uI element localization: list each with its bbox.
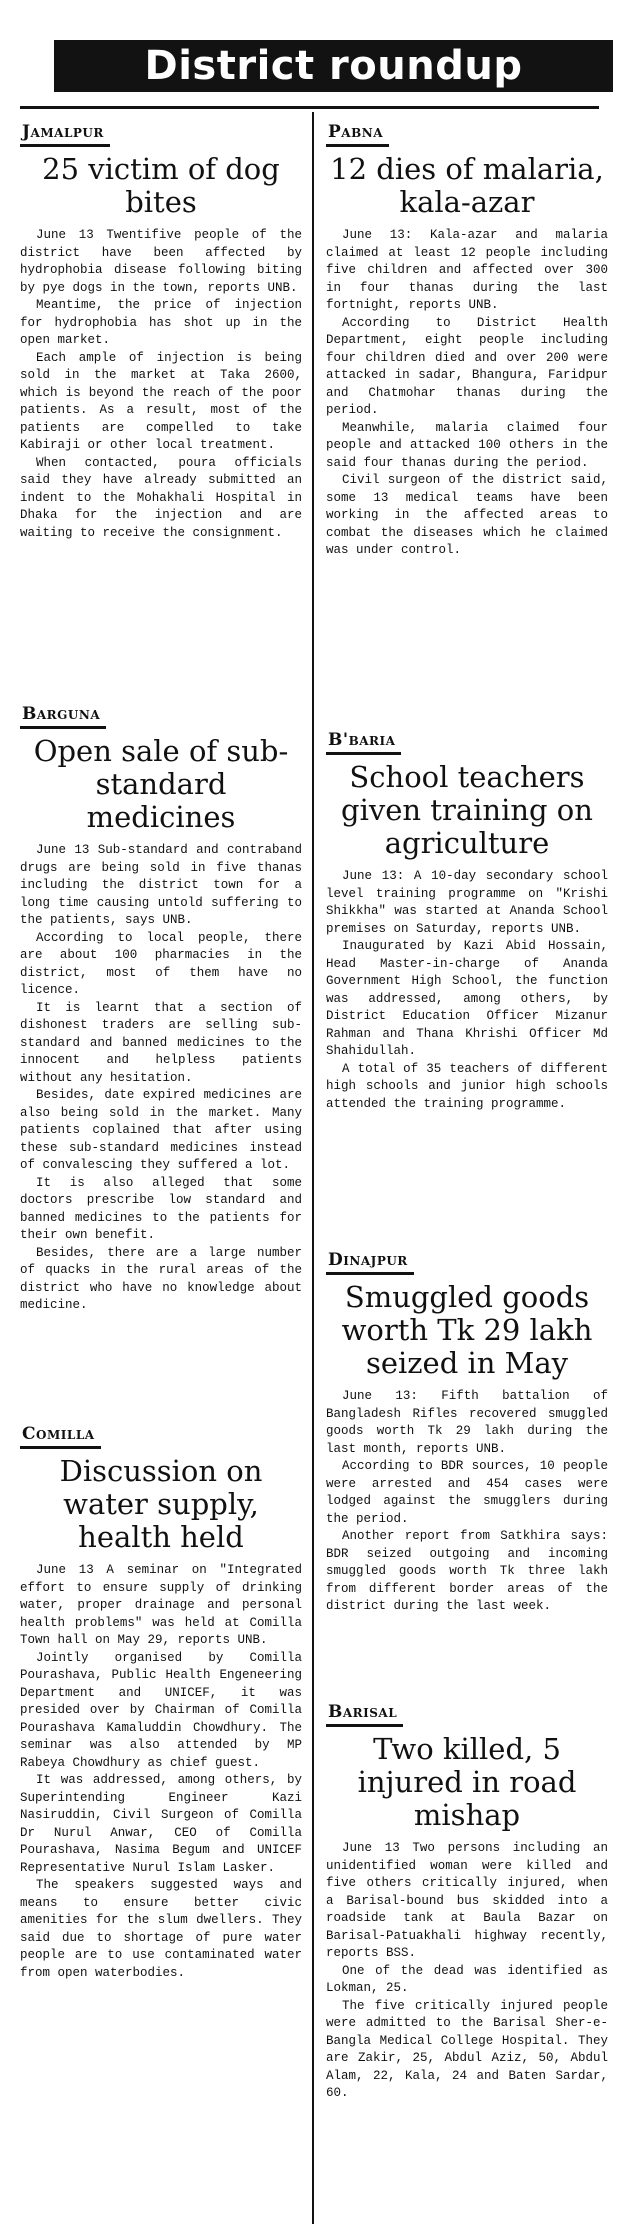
right-column <box>326 122 608 2222</box>
article-comilla <box>20 1424 302 1982</box>
article-paragraph: June 13: A 10-day secondary school level training programme on "Krishi Shikkha" was started at Ananda School premises on Saturday, reports UNB. <box>326 869 608 936</box>
article-paragraph: The five critically injured people were admitted to the Barisal Sher-e-Bangla Medical College Hospital. They are Zakir, 25, Abdul Aziz, 50, Abdul Alam, 22, Kala, 24 and Baten Sardar, 60. <box>326 1998 608 2100</box>
article-paragraph: Inaugurated by Kazi Abid Hossain, Head Master-in-charge of Ananda Government High School, the function was addressed, among others, by District Education Officer Mizanur Rahman and Thana Khrishi Officer Md Shahidullah. <box>326 939 608 1058</box>
article-paragraph: The speakers suggested ways and means to ensure better civic amenities for the slum dwellers. They said due to shortage of pure water people are to use contaminated water from open waterbodies. <box>20 1878 302 1980</box>
article-paragraph: Meantime, the price of injection for hydrophobia has shot up in the open market. <box>20 298 302 347</box>
column-divider <box>312 112 314 2224</box>
article-headline: 25 victim of dog bites <box>42 152 280 219</box>
article-paragraph: Besides, there are a large number of quacks in the rural areas of the district who have no knowledge about medicine. <box>20 1245 302 1312</box>
article-paragraph: When contacted, poura officials said they have already submitted an indent to the Mohakhali Hospital in Dhaka for the injection and are waiting to receive the consignment. <box>20 455 302 540</box>
district-tag: Barguna <box>20 704 106 729</box>
article-headline: Two killed, 5 injured in road mishap <box>357 1732 577 1832</box>
district-tag: Comilla <box>20 1424 101 1449</box>
article-headline: Open sale of sub-standard medicines <box>33 734 289 834</box>
article-barguna <box>20 704 302 1315</box>
district-tag: Barisal <box>326 1702 403 1727</box>
article-paragraph: Civil surgeon of the district said, some 13 medical teams have been working in the affected areas to combat the diseases which he claimed was under control. <box>326 473 608 557</box>
article-barisal <box>326 1702 608 2103</box>
article-headline: School teachers given training on agriculture <box>341 760 593 860</box>
page-title: District roundup <box>54 40 613 92</box>
article-paragraph: It was addressed, among others, by Superintending Engineer Kazi Nasiruddin, Civil Surgeon of Comilla Dr Nurul Anwar, CEO of Comilla Pourashava, Nasima Begum and UNICEF Representative Nurul Islam Lasker. <box>20 1773 302 1875</box>
article-headline: 12 dies of malaria, kala-azar <box>330 152 604 219</box>
article-paragraph: Meanwhile, malaria claimed four people and attacked 100 others in the said four thanas during the period. <box>326 420 608 470</box>
article-paragraph: A total of 35 teachers of different high schools and junior high schools attended the training programme. <box>326 1061 608 1111</box>
article-paragraph: According to BDR sources, 10 people were arrested and 454 cases were lodged against the smugglers during the period. <box>326 1459 608 1526</box>
article-paragraph: It is also alleged that some doctors prescribe low standard and banned medicines to the patients for their own benefit. <box>20 1175 302 1242</box>
article-paragraph: June 13: Fifth battalion of Bangladesh Rifles recovered smuggled goods worth Tk 29 lakh during the last month, reports UNB. <box>326 1389 608 1456</box>
article-paragraph: One of the dead was identified as Lokman, 25. <box>326 1963 608 1995</box>
article-paragraph: Jointly organised by Comilla Pourashava, Public Health Engeneering Department and UNICEF, it was presided over by Chairman of Comilla Pourashava Kamaluddin Chowdhury. The seminar was also attended by MP Rabeya Chowdhury as chief guest. <box>20 1650 302 1770</box>
district-tag: Jamalpur <box>20 122 110 147</box>
article-paragraph: June 13 Sub-standard and contraband drugs are being sold in five thanas including the district town for a long time causing untold suffering to the patients, says UNB. <box>20 843 302 927</box>
article-paragraph: It is learnt that a section of dishonest traders are selling sub-standard and banned medicines to the innocent and helpless patients without any hesitation. <box>20 1000 302 1085</box>
article-paragraph: Another report from Satkhira says: BDR seized outgoing and incoming smuggled goods worth Tk three lakh from different border areas of the district during the last week. <box>326 1529 608 1613</box>
article-headline: Smuggled goods worth Tk 29 lakh seized in May <box>341 1280 593 1380</box>
district-tag: Pabna <box>326 122 389 147</box>
article-headline: Discussion on water supply, health held <box>59 1454 263 1554</box>
article-paragraph: According to District Health Department, eight people including four children died and over 200 were attacked in sadar, Bhangura, Faridpur and Chatmohar thanas during the period. <box>326 315 608 417</box>
top-rule <box>20 106 599 109</box>
district-tag: B'baria <box>326 730 401 755</box>
article-paragraph: June 13 A seminar on "Integrated effort to ensure supply of drinking water, proper drainage and personal health problems" was held at Comilla Town hall on May 29, reports UNB. <box>20 1563 302 1647</box>
article-pabna <box>326 122 608 560</box>
article-paragraph: Each ample of injection is being sold in the market at Taka 2600, which is beyond the reach of the poor patients. As a result, most of the patients are compelled to take Kabiraji or other local treatment. <box>20 350 302 452</box>
article-paragraph: Besides, date expired medicines are also being sold in the market. Many patients coplained that after using these sub-standard medicines instead of convalescing they suffered a lot. <box>20 1088 302 1172</box>
article-paragraph: June 13 Twentifive people of the district have been affected by hydrophobia disease following biting by pye dogs in the town, reports UNB. <box>20 228 302 295</box>
left-column <box>20 122 302 2222</box>
article-paragraph: June 13: Kala-azar and malaria claimed at least 12 people including five children and affected over 300 in four thanas during the last fortnight, reports UNB. <box>326 228 608 312</box>
article-jamalpur <box>20 122 302 542</box>
district-tag: Dinajpur <box>326 1250 414 1275</box>
article-dinajpur <box>326 1250 608 1616</box>
article-bbaria <box>326 730 608 1113</box>
article-paragraph: According to local people, there are about 100 pharmacies in the district, most of them have no licence. <box>20 930 302 997</box>
article-paragraph: June 13 Two persons including an unidentified woman were killed and five others critically injured, when a Barisal-bound bus skidded into a roadside tank at Baula Bazar on Barisal-Patuakhali highway recently, reports BSS. <box>326 1841 608 1960</box>
